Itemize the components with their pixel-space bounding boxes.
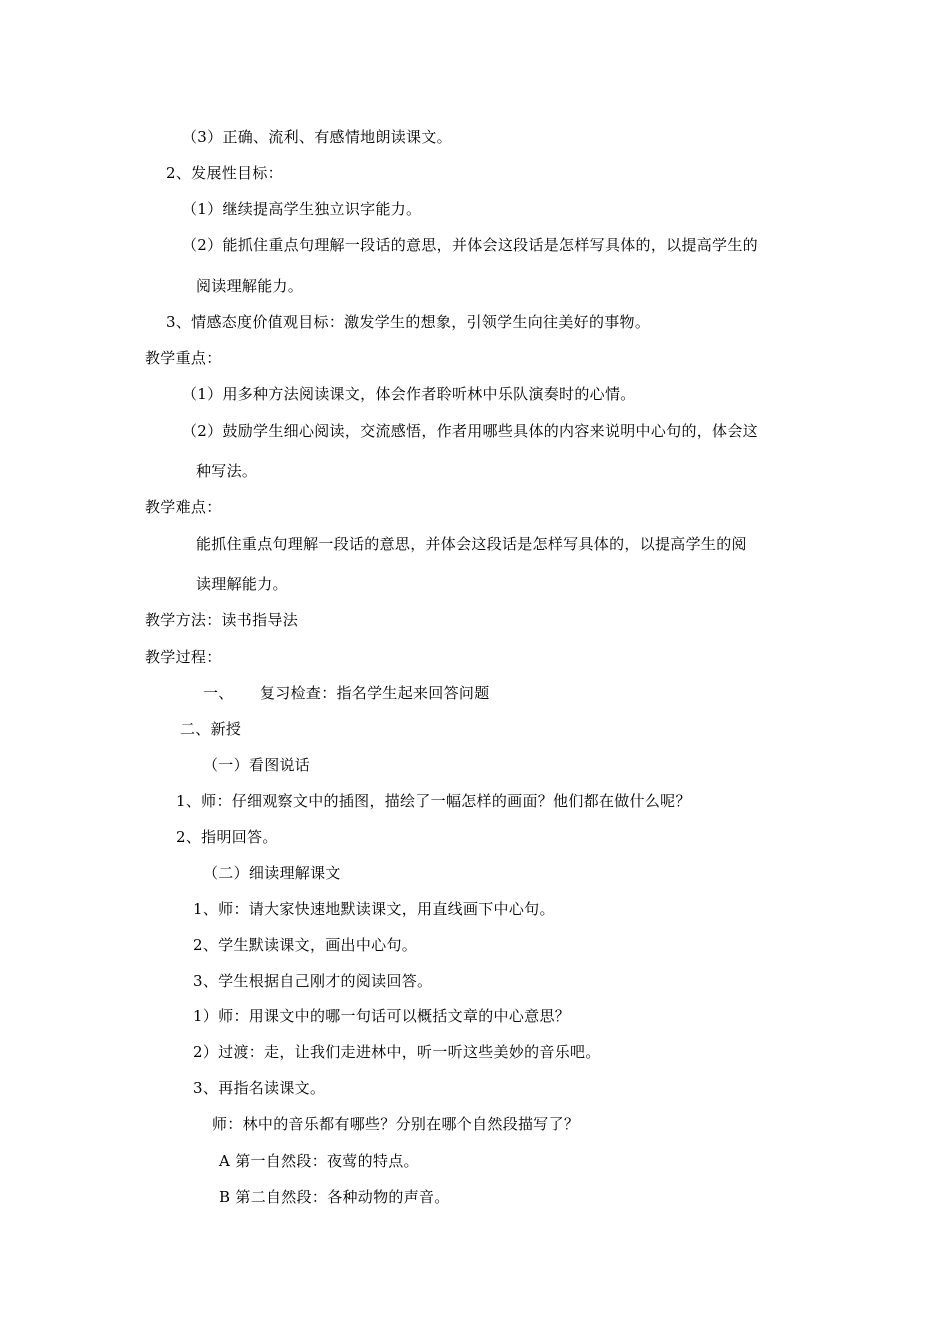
key-point-1: （1）用多种方法阅读课文，体会作者聆听林中乐队演奏时的心情。 bbox=[182, 385, 636, 403]
section-two-item-3: 3、学生根据自己刚才的阅读回答。 bbox=[193, 972, 433, 990]
developmental-goal-2: （2）能抓住重点句理解一段话的意思，并体会这段话是怎样写具体的，以提高学生的 bbox=[182, 236, 758, 254]
step-one-number: 一、 bbox=[203, 684, 234, 702]
developmental-goal-2-cont: 阅读理解能力。 bbox=[196, 277, 304, 295]
section-two-item-1: 1、师：请大家快速地默读课文，用直线画下中心句。 bbox=[193, 900, 555, 918]
section-two-subitem-2: 2）过渡：走，让我们走进林中，听一听这些美妙的音乐吧。 bbox=[193, 1043, 601, 1061]
key-point-2-cont: 种写法。 bbox=[196, 462, 258, 480]
section-two-subitem-1: 1）师：用课文中的哪一句话可以概括文章的中心意思？ bbox=[193, 1007, 571, 1025]
step-two-heading: 二、新授 bbox=[180, 720, 242, 738]
step-one-text: 复习检查：指名学生起来回答问题 bbox=[260, 684, 490, 702]
section-two-item-2: 2、学生默读课文，画出中心句。 bbox=[193, 936, 418, 954]
difficulties-heading: 教学难点： bbox=[145, 498, 222, 516]
objective-line-3: （3）正确、流利、有感情地朗读课文。 bbox=[182, 128, 452, 146]
key-points-heading: 教学重点： bbox=[145, 349, 222, 367]
teaching-method: 教学方法：读书指导法 bbox=[145, 611, 299, 629]
developmental-goal-1: （1）继续提高学生独立识字能力。 bbox=[182, 200, 422, 218]
answer-a: A 第一自然段：夜莺的特点。 bbox=[219, 1152, 419, 1170]
emotional-goal: 3、情感态度价值观目标：激发学生的想象，引领学生向往美好的事物。 bbox=[166, 313, 651, 331]
section-one-item-2: 2、指明回答。 bbox=[176, 828, 278, 846]
developmental-goals-heading: 2、发展性目标： bbox=[166, 164, 283, 182]
teaching-process-heading: 教学过程： bbox=[145, 648, 222, 666]
difficulty-text: 能抓住重点句理解一段话的意思，并体会这段话是怎样写具体的，以提高学生的阅 bbox=[196, 535, 747, 553]
answer-b: B 第二自然段：各种动物的声音。 bbox=[219, 1188, 450, 1206]
section-one-heading: （一）看图说话 bbox=[203, 756, 311, 774]
difficulty-text-cont: 读理解能力。 bbox=[196, 575, 288, 593]
section-one-item-1: 1、师：仔细观察文中的插图，描绘了一幅怎样的画面？他们都在做什么呢？ bbox=[176, 792, 691, 810]
key-point-2: （2）鼓励学生细心阅读，交流感悟，作者用哪些具体的内容来说明中心句的，体会这 bbox=[182, 422, 758, 440]
section-two-item-4: 3、再指名读课文。 bbox=[193, 1079, 326, 1097]
teacher-question: 师：林中的音乐都有哪些？分别在哪个自然段描写了？ bbox=[212, 1115, 580, 1133]
section-two-heading: （二）细读理解课文 bbox=[203, 864, 341, 882]
